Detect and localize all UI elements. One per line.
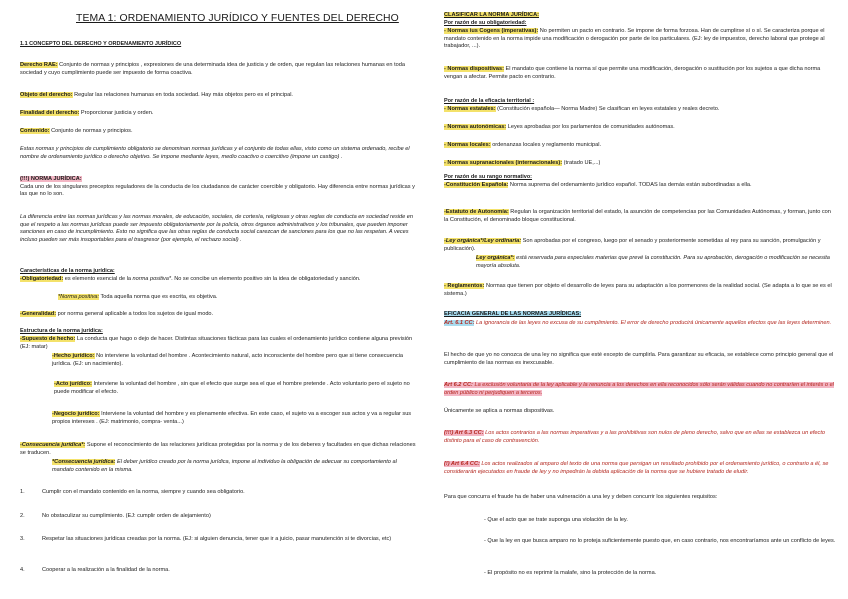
list-number: 1. — [20, 489, 25, 495]
paragraph-objeto — [20, 92, 418, 100]
page-title: TEMA 1: ORDENAMIENTO JURÍDICO Y FUENTES DEL DERECHO — [76, 13, 399, 24]
term-supuesto: -Supuesto de hecho: — [20, 336, 76, 342]
term-ley: -Ley orgánica*/Ley ordinaria: — [444, 238, 522, 244]
right-column — [444, 0, 836, 599]
const-text: Norma suprema del ordenamiento jurídico español. TODAS las demás están subordinadas a ella. — [508, 182, 752, 188]
requirement-item: - Que la ley en que busca amparo no lo proteja suficientemente puesto que, en caso contrario, nos encontraríamos ante un conflicto de leyes. — [484, 538, 836, 544]
paragraph-unicamente: Únicamente se aplica a normas dispositivas. — [444, 408, 555, 414]
term-derecho-rae: Derecho RAE: — [20, 62, 58, 68]
paragraph-art-6-3 — [444, 430, 836, 445]
paragraph-autonomicas — [444, 124, 836, 132]
paragraph-negocio-juridico — [20, 411, 418, 426]
heading-eficacia-general — [444, 311, 836, 319]
term-autonomicas: - Normas autonómicas: — [444, 124, 507, 130]
loc-text: ordenanzas locales y reglamento municipal. — [490, 142, 602, 148]
heading-estructura: Estructura de la norma jurídica: — [20, 328, 103, 334]
requirement-item: - Que el acto que se trate suponga una violación de la ley. — [484, 517, 628, 523]
paragraph-fraude: Para que concurra el fraude ha de haber una vulneración a una ley y deben concurrir los siguientes requisitos: — [444, 494, 718, 500]
art62-text: La exclusión voluntaria de la ley aplicable y la renuncia a los derechos en ella reconocidos sólo serán válidas cuando no contraríen el interés o el orden público ni perjudiquen a terceros. — [444, 382, 834, 396]
car1-sub-text: Toda aquella norma que es escrita, es objetiva. — [99, 294, 218, 300]
list-text: Cumplir con el mandato contenido en la norma, siempre y cuando sea obligatorio. — [42, 489, 245, 495]
heading-caracteristicas: Características de la norma jurídica: — [20, 268, 115, 274]
term-art-6-2: Art 6.2 CC: — [444, 382, 473, 388]
heading-obligatoriedad: Por razón de su obligatoriedad: — [444, 20, 527, 26]
fin-text: Proporcionar justicia y orden. — [79, 110, 154, 116]
term-finalidad: Finalidad del derecho: — [20, 110, 80, 116]
term-consecuencia: -Consecuencia jurídica*: — [20, 442, 86, 448]
list-text: No obstaculizar su cumplimiento. (EJ: cumplir orden de alejamiento) — [42, 513, 211, 519]
term-estatales: - Normas estatales: — [444, 106, 496, 112]
term-norma-juridica: (!!!) NORMA JURÍDICA: — [20, 176, 82, 182]
obj-text: Regular las relaciones humanas en toda sociedad. Hay más objetos pero es el principal. — [72, 92, 293, 98]
paragraph-acto-juridico — [20, 381, 418, 396]
estat-text: Regulan la organización territorial del estado, la asunción de competencias por las Comunidades Autónomas, y forman, junto con la Constitución, el denominado bloque constitucional. — [444, 209, 831, 223]
paragraph-diferencia: La diferencia entre las normas jurídicas y las normas morales, de educación, sociales, de cortesía, religiosas y otras reglas de conducta en sociedad reside en que el respeto a las normas jurídicas puede ser impuesto obligatoriamente por la policía, otros órganos administrativos y los tribunales, que pueden imponer sanciones en caso de incumplimiento. Esto no significa que las otras reglas de conducta social carezcan de sanciones para los que no las respetan. A veces incluso pueden ser más insoportables para el trasgresor (por ejemplo, el rechazo social) . — [20, 214, 414, 244]
list-item — [20, 567, 418, 575]
term-contenido: Contenido: — [20, 128, 50, 134]
acto-text: Interviene la voluntad del hombre , sin que el efecto que surge sea el que el hombre pretende . Acto voluntario pero el sujeto no puede modificar el efecto. — [54, 381, 410, 395]
sup-text: La conducta que hago o dejo de hacer. Distintas situaciones fácticas para las cuales el ordenamiento jurídico contiene alguna previsión (EJ: matar) — [20, 336, 413, 350]
art61-text: La ignorancia de las leyes no excusa de su cumplimiento. El error de derecho producirá únicamente aquellos efectos que las leyes determinen. — [474, 320, 832, 326]
paragraph-supranacionales — [444, 160, 836, 168]
term-supranacionales: - Normas supranacionales (internacionales): — [444, 160, 563, 166]
term-locales: - Normas locales: — [444, 142, 491, 148]
term-obligatoriedad: -Obligatoriedad: — [20, 276, 64, 282]
paragraph-art-6-2 — [444, 382, 836, 397]
list-item — [20, 536, 418, 544]
heading-eficacia-general-text: EFICACIA GENERAL DE LAS NORMAS JURÍDICAS: — [444, 311, 582, 317]
paragraph-consecuencia-sub — [20, 459, 418, 474]
paragraph-estatuto — [444, 209, 836, 224]
term-consecuencia-sub: *Consecuencia jurídica: — [52, 459, 116, 465]
nj-text: Cada uno de los singulares preceptos reguladores de la conducta de los ciudadanos de carácter coercible y obligatorio. Hay diferencia entre normas jurídicas y las que no lo son. — [20, 183, 415, 198]
paragraph-locales — [444, 142, 836, 150]
sup-text: (tratado UE,...) — [562, 160, 601, 166]
term-hecho-juridico: -Hecho jurídico: — [52, 353, 95, 359]
term-generalidad: -Generalidad: — [20, 311, 57, 317]
term-negocio-juridico: -Negocio jurídico: — [52, 411, 100, 417]
term-dispositivas: - Normas dispositivas: — [444, 66, 504, 72]
heading-clasificar — [444, 12, 836, 20]
paragraph-dispositivas — [444, 66, 836, 81]
cons-text: Supone el reconocimiento de las relaciones jurídicas protegidas por la norma y de los deberes y facultades en que dichas relaciones se traducen. — [20, 442, 416, 456]
term-reglamentos: - Reglamentos: — [444, 283, 485, 289]
paragraph-derecho-rae — [20, 62, 418, 77]
paragraph-finalidad — [20, 110, 418, 118]
list-number: 3. — [20, 536, 25, 542]
heading-clasificar-text: CLASIFICAR LA NORMA JURÍDICA: — [444, 12, 539, 18]
list-item — [20, 513, 418, 521]
car1-text: es elemento esencial de la — [63, 276, 133, 282]
art63-text: Los actos contrarios a las normas imperativas y a las prohibitivas son nulos de pleno derecho, salvo que en ellas se establezca un efecto distinto para el caso de contravención. — [444, 430, 825, 444]
car1-text2: . No se concibe un elemento positivo sin la idea de obligatoriedad y sanción. — [171, 276, 361, 282]
term-art-6-4: (!) Art 6.4 CC: — [444, 461, 480, 467]
section-heading-concepto: 1.1 CONCEPTO DEL DERECHO Y ORDENAMIENTO JURÍDICO — [20, 41, 182, 47]
ley-sub-text: está reservada para especiales materias que prevé la constitución. Para su aprobación, derogación o modificación se necesita mayoría absoluta. — [476, 255, 830, 269]
paragraph-hecho-juridico — [20, 353, 418, 368]
paragraph-reglamentos — [444, 283, 836, 298]
term-constitucion: -Constitución Española: — [444, 182, 509, 188]
term-ley-organica: Ley orgánica*: — [476, 255, 515, 261]
neg-text: Interviene la voluntad del hombre y es plenamente efectiva. En este caso, el sujeto va a escoger sus actos y va a regular sus propios intereses . (EJ: matrimonio, compra- venta...) — [52, 411, 412, 425]
list-number: 2. — [20, 513, 25, 519]
hecho-text: No interviene la voluntad del hombre . Acontecimiento natural, acto inconsciente del hombre pero que si tiene consecuencia jurídica. (EJ: un nacimiento). — [52, 353, 404, 367]
term-estatuto: -Estatuto de Autonomía: — [444, 209, 509, 215]
reg-text: Normas que tienen por objeto el desarrollo de leyes para su adaptación a los pormenores de la realidad social. (Se adapta a lo que se es el sistema.) — [444, 283, 832, 297]
paragraph-estatales — [444, 106, 836, 114]
disp-text: El mandato que contiene la norma sí que permite una modificación, derogación o sustitución por los sujetos a que dicha norma vengan a afectar. Permite pacto en contrario. — [444, 66, 821, 80]
term-art-6-1: Art. 6.1 CC: — [444, 320, 475, 326]
paragraph-ley-organica — [444, 255, 836, 270]
ley-text: Son aprobadas por el congreso, luego por el senado y posteriormente sometidas al rey para su sanción, promulgación y publicación). — [444, 238, 821, 252]
term-art-6-3: (!!!) Art 6.3 CC: — [444, 430, 484, 436]
requirement-item: - El propósito no es reprimir la malafe, sino la protección de la norma. — [484, 570, 657, 576]
paragraph-art-6-4 — [444, 461, 836, 476]
paragraph-supuesto — [20, 336, 418, 351]
cont-text: Conjunto de normas y principios. — [49, 128, 133, 134]
paragraph-constitucion — [444, 182, 836, 190]
term-objeto: Objeto del derecho: — [20, 92, 73, 98]
def-text: Conjunto de normas y principios , expresiones de una determinada idea de justicia y de orden, que regulan las relaciones humanas en toda sociedad y cuyo cumplimiento puede ser impuesto de forma coactiva. — [20, 62, 405, 76]
term-acto-juridico: -Acto jurídico: — [54, 381, 92, 387]
paragraph-estas-normas: Estas normas y principios de cumplimiento obligatorio se denominan normas jurídicas y el conjunto de todas ellas, visto como un sistema ordenado, recibe el nombre de ordenamiento jurídico o derecho objetivo. Se impone mediante leyes, medio coactivo o coercitivo (impone un castigo) . — [20, 146, 410, 160]
paragraph-norma-positiva — [20, 294, 418, 302]
list-item — [20, 489, 418, 497]
paragraph-hecho: El hecho de que yo no conozca de una ley no significa que esté excepto de cumplirla. Para garantizar su eficacia, se establece como principio general que el cumplimiento de las normas es inexcusable. — [444, 352, 834, 366]
list-text: Cooperar a la realización a la finalidad de la norma. — [42, 567, 170, 573]
list-number: 4. — [20, 567, 25, 573]
paragraph-ley — [444, 238, 836, 253]
paragraph-obligatoriedad — [20, 276, 418, 284]
car1-italic: norma positiva* — [132, 276, 172, 282]
cons-sub-text: El deber jurídico creado por la norma jurídica, impone al individuo la obligación de adecuar su comportamiento al mandato contenido en la misma. — [52, 459, 397, 473]
heading-rango: Por razón de su rango normativo: — [444, 174, 533, 180]
heading-eficacia-territorial: Por razón de la eficacia territorial : — [444, 98, 535, 104]
est-text: (Constitución española— Norma Madre) Se clasifican en leyes estatales y reales decreto. — [495, 106, 720, 112]
term-cogens: - Normas ius Cogens (imperativas): — [444, 28, 539, 34]
aut-text: Leyes aprobadas por los parlamentos de comunidades autónomas. — [506, 124, 675, 130]
term-norma-positiva: *Norma positiva: — [58, 294, 100, 300]
gen-text: por norma general aplicable a todos los sujetos de igual modo. — [56, 311, 214, 317]
paragraph-generalidad — [20, 311, 418, 319]
art64-text: Los actos realizados al amparo del texto de una norma que persigan un resultado prohibido por el ordenamiento jurídico, o contrario a él, se considerarán ejecutados en fraude de ley y no impedirán la debida aplicación de la norma que se hubiere tratado de eludir. — [444, 461, 829, 475]
list-text: Respetar las situaciones jurídicas creadas por la norma. (EJ: si alguien denuncia, tener que ir a juicio, pasar manutención si te divorcias, etc) — [42, 536, 392, 542]
paragraph-art-6-1 — [444, 320, 836, 328]
left-column — [20, 0, 418, 599]
paragraph-norma-juridica — [20, 176, 418, 199]
paragraph-contenido — [20, 128, 418, 136]
paragraph-consecuencia — [20, 442, 418, 457]
paragraph-cogens — [444, 28, 836, 51]
cogens-text: No permiten un pacto en contrario. Se impone de forma forzosa. Han de cumplirse sí o sí. Se caracteriza porque el mandato contenido en la norma impide una modificación o derogación por parte de los particulares. (EJ: ley de impuestos, derecho laboral que protege al trabajador, ...). — [444, 28, 825, 50]
